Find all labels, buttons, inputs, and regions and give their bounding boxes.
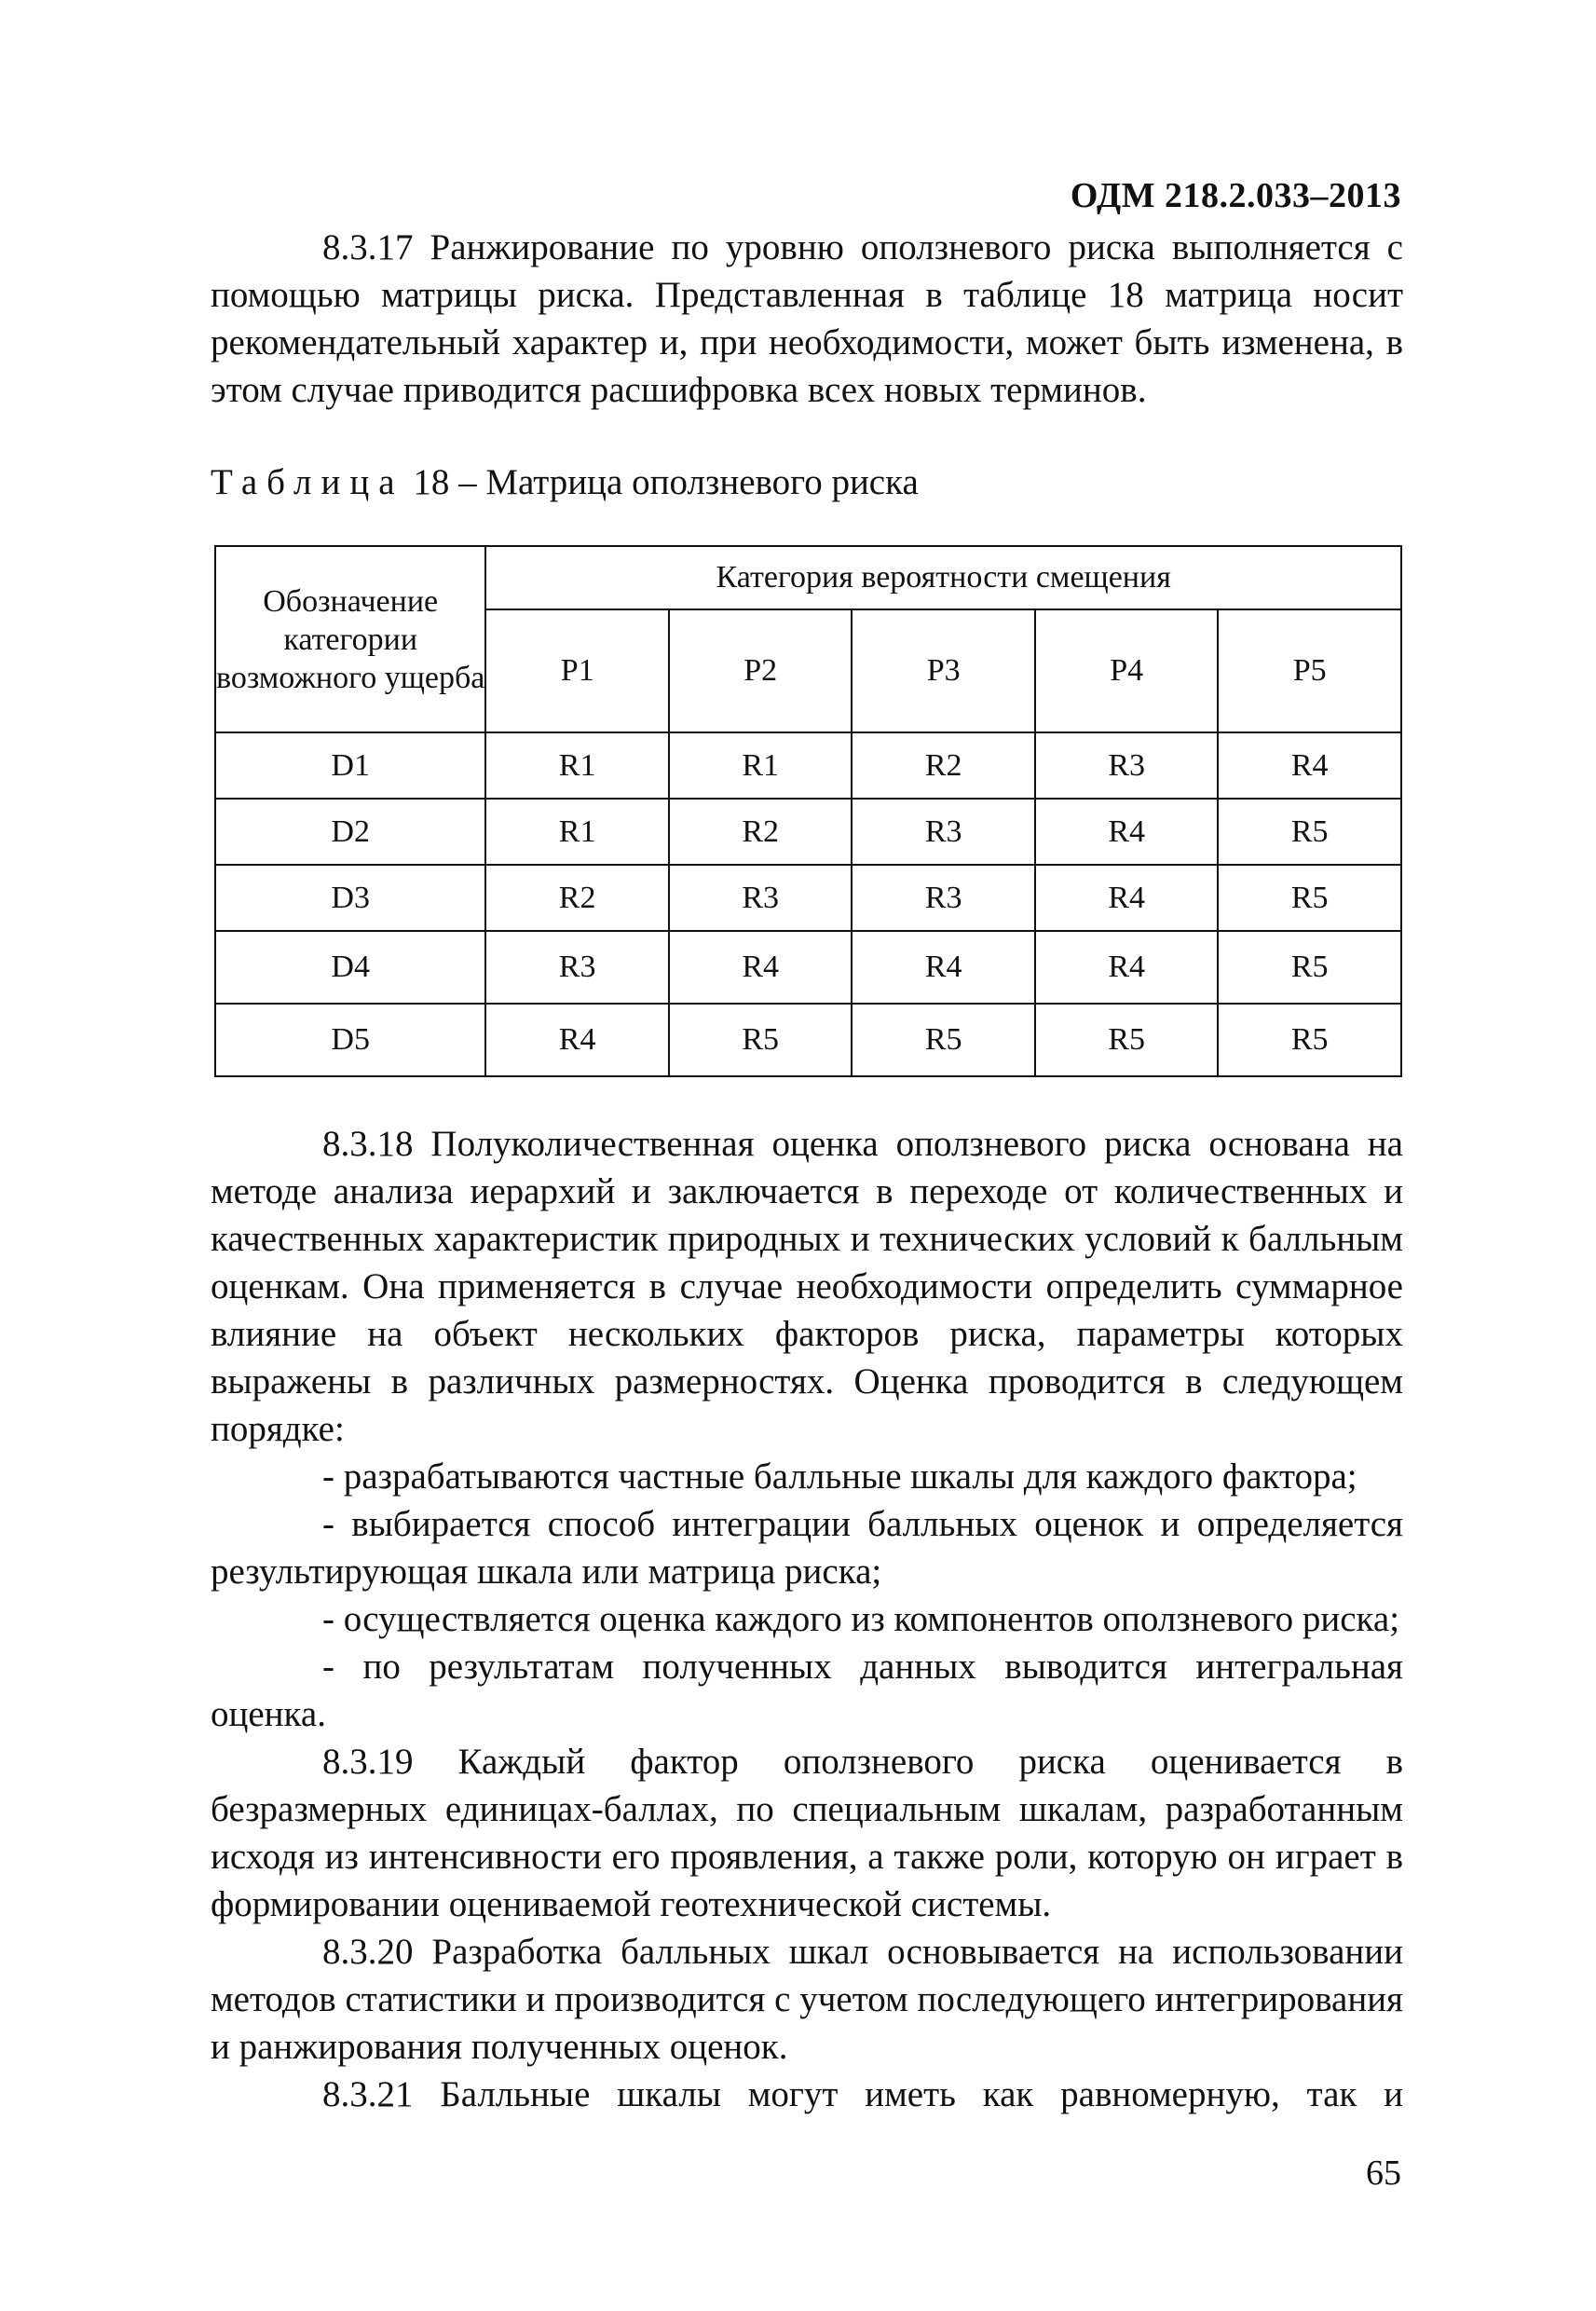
table-cell: R3	[852, 865, 1035, 931]
list-item: - выбирается способ интеграции балльных оценок и определяется результирующая шкала или матрица риска;	[211, 1504, 1403, 1592]
paragraph-8-3-18: 8.3.18 Полуколичественная оценка оползневого риска основана на методе анализа иерархий и заключается в переходе от количественных и качественных характеристик природных и технических условий к балльным оценкам. Она применяется в случае необходимости определить суммарное влияние на объект нескольких факторов риска, параметры которых выражены в различных размерностях. Оценка проводится в следующем порядке:	[211, 1124, 1403, 1449]
table-cell: R4	[1035, 799, 1219, 865]
paragraph-8-3-21: 8.3.21 Балльные шкалы могут иметь как равномерную, так и	[322, 2074, 1403, 2114]
table-caption-title: 18 – Матрица оползневого риска	[403, 462, 919, 502]
table-cell: R4	[485, 1004, 669, 1076]
risk-matrix-table	[214, 545, 1402, 1077]
table-cell: R3	[669, 865, 853, 931]
row-label: D1	[215, 732, 485, 799]
table-cell: R4	[669, 931, 853, 1004]
list-item: - по результатам полученных данных выводится интегральная оценка.	[211, 1647, 1403, 1734]
column-header: P4	[1035, 609, 1219, 732]
table-row	[215, 931, 1401, 1004]
table-cell: R3	[852, 799, 1035, 865]
table-caption-prefix: Таблица	[211, 462, 404, 502]
table-cell: R4	[1035, 931, 1219, 1004]
table-caption	[211, 461, 919, 503]
row-label: D4	[215, 931, 485, 1004]
table-cell: R5	[669, 1004, 853, 1076]
table-row	[215, 732, 1401, 799]
table-cell: R5	[1035, 1004, 1219, 1076]
table-row	[215, 799, 1401, 865]
table-cell: R5	[1218, 865, 1401, 931]
table-cell: R1	[669, 732, 853, 799]
table-row	[215, 1004, 1401, 1076]
column-header: P1	[485, 609, 669, 732]
table-cell: R4	[1035, 865, 1219, 931]
table-cell: R2	[852, 732, 1035, 799]
table-cell: R1	[485, 732, 669, 799]
column-header: P5	[1218, 609, 1401, 732]
row-label: D3	[215, 865, 485, 931]
paragraph-8-3-19: 8.3.19 Каждый фактор оползневого риска оценивается в безразмерных единицах-баллах, по специальным шкалам, разработанным исходя из интенсивности его проявления, а также роли, которую он играет в формировании оцениваемой геотехнической системы.	[211, 1742, 1403, 1924]
table-row	[215, 865, 1401, 931]
page-number: 65	[1366, 2154, 1401, 2193]
table-cell: R5	[1218, 931, 1401, 1004]
table-cell: R5	[852, 1004, 1035, 1076]
row-label: D2	[215, 799, 485, 865]
table-cell: R5	[1218, 799, 1401, 865]
list-item: - осуществляется оценка каждого из компонентов оползневого риска;	[322, 1599, 1400, 1639]
column-group-header: Категория вероятности смещения	[485, 546, 1401, 609]
body-text	[211, 1120, 1403, 2118]
table-cell: R5	[1218, 1004, 1401, 1076]
paragraph-8-3-20: 8.3.20 Разработка балльных шкал основывается на использовании методов статистики и производится с учетом последующего интегрирования и ранжирования полученных оценок.	[211, 1932, 1403, 2067]
table-cell: R2	[669, 799, 853, 865]
table-cell: R3	[485, 931, 669, 1004]
table-cell: R2	[485, 865, 669, 931]
list-item: - разрабатываются частные балльные шкалы для каждого фактора;	[322, 1456, 1357, 1497]
row-label: D5	[215, 1004, 485, 1076]
paragraph-8-3-17: 8.3.17 Ранжирование по уровню оползневого риска выполняется с помощью матрицы риска. Представленная в таблице 18 матрица носит рекомендательный характер и, при необходимости, может быть изменена, в этом случае приводится расшифровка всех новых терминов.	[211, 227, 1403, 410]
row-header-cell: Обозначение категории возможного ущерба	[215, 546, 485, 732]
table-cell: R1	[485, 799, 669, 865]
table-cell: R4	[1218, 732, 1401, 799]
table-cell: R4	[852, 931, 1035, 1004]
table-cell: R3	[1035, 732, 1219, 799]
section-8-3-17	[211, 224, 1403, 414]
column-header: P2	[669, 609, 853, 732]
document-code: ОДМ 218.2.033–2013	[1070, 176, 1401, 215]
column-header: P3	[852, 609, 1035, 732]
